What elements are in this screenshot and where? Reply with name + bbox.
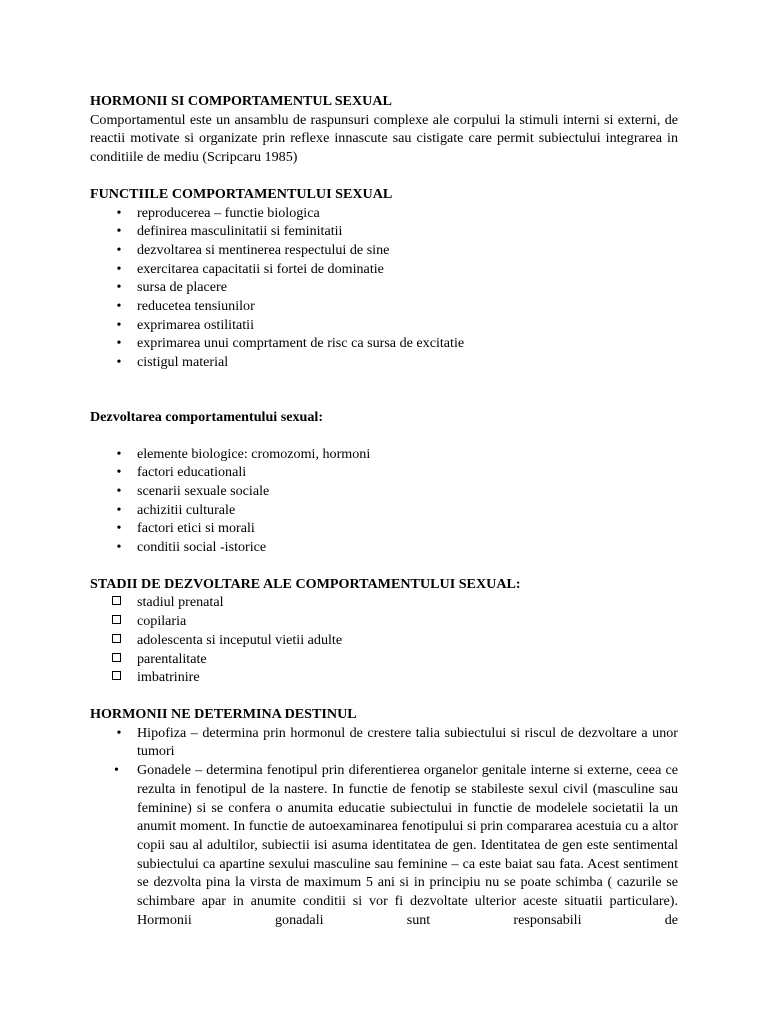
bullet-icon: • xyxy=(116,316,122,333)
list-item: • exercitarea capacitatii si fortei de dominatie xyxy=(90,260,678,279)
list-item: • factori etici si morali xyxy=(90,519,678,538)
list-item: • dezvoltarea si mentinerea respectului de sine xyxy=(90,241,678,260)
bullet-icon: • xyxy=(116,260,122,277)
list-item: • sursa de placere xyxy=(90,278,678,297)
bullet-icon: • xyxy=(116,298,122,315)
spacer xyxy=(90,557,678,575)
bullet-icon: • xyxy=(116,204,122,221)
list-item: • exprimarea unui comprtament de risc ca sursa de excitatie xyxy=(90,334,678,353)
list-item: • conditii social -istorice xyxy=(90,538,678,557)
list-item: • definirea masculinitatii si feminitatii xyxy=(90,222,678,241)
list-item: copilaria xyxy=(90,612,678,631)
list-item: stadiul prenatal xyxy=(90,593,678,612)
heading-hormonii-comportament: HORMONII SI COMPORTAMENTUL SEXUAL xyxy=(90,93,392,109)
checkbox-square-icon xyxy=(112,615,121,624)
list-item: • scenarii sexuale sociale xyxy=(90,482,678,501)
definition-paragraph: Comportamentul este un ansamblu de raspunsuri complexe ale corpului la stimuli interni si externi, de reactii motivate si organizate prin reflexe innascute sau cistigate care permit subiectului integrarea in conditiile de mediu (Scripcaru 1985) xyxy=(90,111,678,166)
heading-hormonii-destin: HORMONII NE DETERMINA DESTINUL xyxy=(90,705,357,722)
spacer xyxy=(90,372,678,408)
spacer xyxy=(90,167,678,185)
list-item: adolescenta si inceputul vietii adulte xyxy=(90,631,678,650)
bullet-icon: • xyxy=(116,241,122,258)
bullet-icon: • xyxy=(116,464,122,481)
heading-functii: FUNCTIILE COMPORTAMENTULUI SEXUAL xyxy=(90,185,393,202)
list-item: parentalitate xyxy=(90,650,678,669)
bullet-icon: • xyxy=(116,223,122,240)
list-item: • elemente biologice: cromozomi, hormoni xyxy=(90,445,678,464)
checkbox-square-icon xyxy=(112,671,121,680)
hormones-list xyxy=(90,724,678,930)
list-item: • Hipofiza – determina prin hormonul de crestere talia subiectului si riscul de dezvoltare a unor tumori xyxy=(90,724,678,761)
heading-dezvoltarea: Dezvoltarea comportamentului sexual: xyxy=(90,408,324,425)
functions-list xyxy=(90,204,678,372)
bullet-icon: • xyxy=(116,279,122,296)
bullet-icon: • xyxy=(116,539,122,556)
checkbox-square-icon xyxy=(112,653,121,662)
spacer xyxy=(90,427,678,445)
bullet-icon: • xyxy=(116,501,122,518)
list-item: • Gonadele – determina fenotipul prin diferentierea organelor genitale interne si externe, ceea ce rezulta in fenotipul de la nastere. In functie de fenotip se stabileste sexul civil (masculine sau feminine) si se confera o anumita educatie subiectului in functie de modelele societatii la un anumit moment. In functie de autoexaminarea fenotipului si prin compararea acestuia cu a altor copii sau al adultilor, subiectii isi asuma identitatea de gen. Identitatea de gen este sentimental subiectului ca apartine sexului masculine sau feminine – ca este baiat sau fata. Acest sentiment se dezvolta pina la virsta de maximum 5 ani si in principiu nu se poate schimba ( cazurile se schimbare apar in anumite conditii si vor fi dezvoltate ulterior aceste situatii particulare). Hormonii gonadali sunt responsabili de xyxy=(114,762,678,928)
list-item: • factori educationali xyxy=(90,463,678,482)
list-item: • cistigul material xyxy=(90,353,678,372)
bullet-icon: • xyxy=(116,520,122,537)
list-item: • reducetea tensiunilor xyxy=(90,297,678,316)
spacer xyxy=(90,687,678,705)
bullet-icon: • xyxy=(116,445,122,462)
list-item: • exprimarea ostilitatii xyxy=(90,316,678,335)
stages-list xyxy=(90,593,678,687)
development-factors-list xyxy=(90,445,678,557)
checkbox-square-icon xyxy=(112,634,121,643)
list-item: • reproducerea – functie biologica xyxy=(90,204,678,223)
bullet-icon: • xyxy=(116,335,122,352)
checkbox-square-icon xyxy=(112,596,121,605)
heading-stadii: STADII DE DEZVOLTARE ALE COMPORTAMENTULUI SEXUAL: xyxy=(90,575,521,592)
document-page xyxy=(90,92,678,929)
bullet-icon: • xyxy=(116,354,122,371)
list-item: imbatrinire xyxy=(90,668,678,687)
list-item: • achizitii culturale xyxy=(90,501,678,520)
bullet-icon: • xyxy=(116,724,122,741)
bullet-icon: • xyxy=(116,482,122,499)
bullet-icon: • xyxy=(114,762,119,779)
